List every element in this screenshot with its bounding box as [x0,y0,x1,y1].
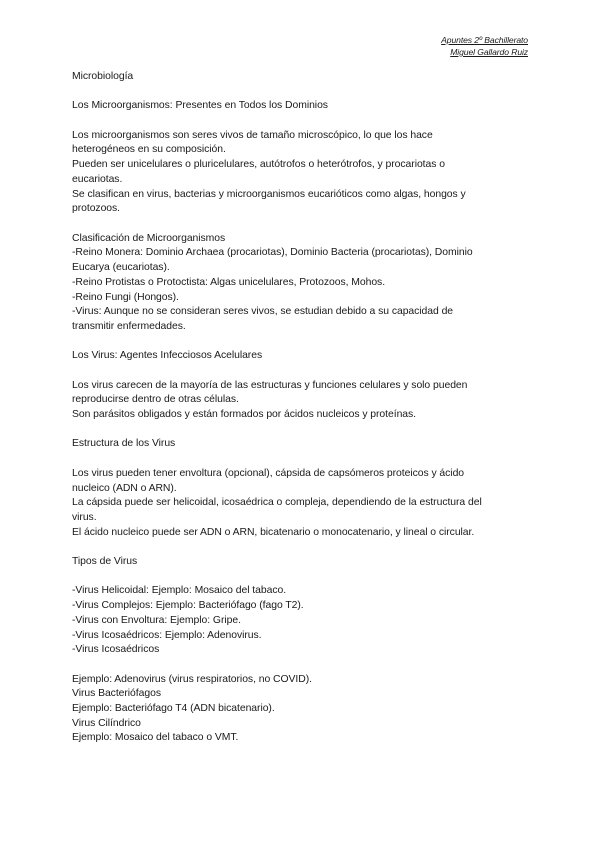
spacer [72,452,532,467]
section-text-viruses: Los virus carecen de la mayoría de las estructuras y funciones celulares y solo pueden reproducirse dentro de otras células. Son parásitos obligados y están formados por ácidos nucleicos y proteínas. [72,379,468,421]
spacer [72,658,532,673]
spacer [72,540,532,555]
spacer [72,570,532,585]
spacer [72,335,532,350]
document-title: Microbiología [72,71,134,82]
section-heading-viruses: Los Virus: Agentes Infecciosos Acelulares [72,350,263,362]
section-text-classification: -Reino Monera: Dominio Archaea (procariotas), Dominio Bacteria (procariotas), Dominio Eucarya (eucariotas). -Reino Protistas o Protoctista: Algas unicelulares, Protozoos, Mohos. -Reino Fungi (Hongos). -Virus: Aunque no se consideran seres vivos, se estudian debido a su capacidad de transmitir enfermedades. [72,247,473,332]
course-label: Apuntes 2º Bachillerato [441,35,528,45]
section-heading-structure: Estructura de los Virus [72,438,176,450]
section-text-examples: Ejemplo: Adenovirus (virus respiratorios, no COVID). Virus Bacteriófagos Ejemplo: Bacteriófago T4 (ADN bicatenario). Virus Cilíndrico Ejemplo: Mosaico del tabaco o VMT. [72,673,312,744]
spacer [72,217,532,232]
section-text-microorganisms: Los microorganismos son seres vivos de tamaño microscópico, lo que los hace heterogéneos en su composición. Pueden ser unicelulares o pluricelulares, autótrofos o heterótrofos, y procariotas o eucariotas. Se clasifican en virus, bacterias y microorganismos eucarióticos como algas, hongos y protozoos. [72,129,466,215]
section-text-structure: Los virus pueden tener envoltura (opcional), cápsida de capsómeros proteicos y ácido nucleico (ADN o ARN). La cápsida puede ser helicoidal, icosaédrica o compleja, dependiendo de la estructura del virus. El ácido nucleico puede ser ADN o ARN, bicatenario o monocatenario, y lineal o circular. [72,467,482,538]
section-text-types: -Virus Helicoidal: Ejemplo: Mosaico del tabaco. -Virus Complejos: Ejemplo: Bacteriófago (fago T2). -Virus con Envoltura: Ejemplo: Gripe. -Virus Icosaédricos: Ejemplo: Adenovirus. -Virus Icosaédricos [72,585,304,656]
author-label: Miguel Gallardo Ruiz [450,47,528,57]
header-note [441,34,528,58]
spacer [72,85,532,100]
spacer [72,423,532,438]
spacer [72,114,532,129]
section-heading-types: Tipos de Virus [72,556,138,568]
spacer [72,364,532,379]
section-heading-microorganisms: Los Microorganismos: Presentes en Todos los Dominios [72,100,328,112]
section-heading-classification: Clasificación de Microorganismos [72,232,226,244]
document-body [72,70,532,746]
